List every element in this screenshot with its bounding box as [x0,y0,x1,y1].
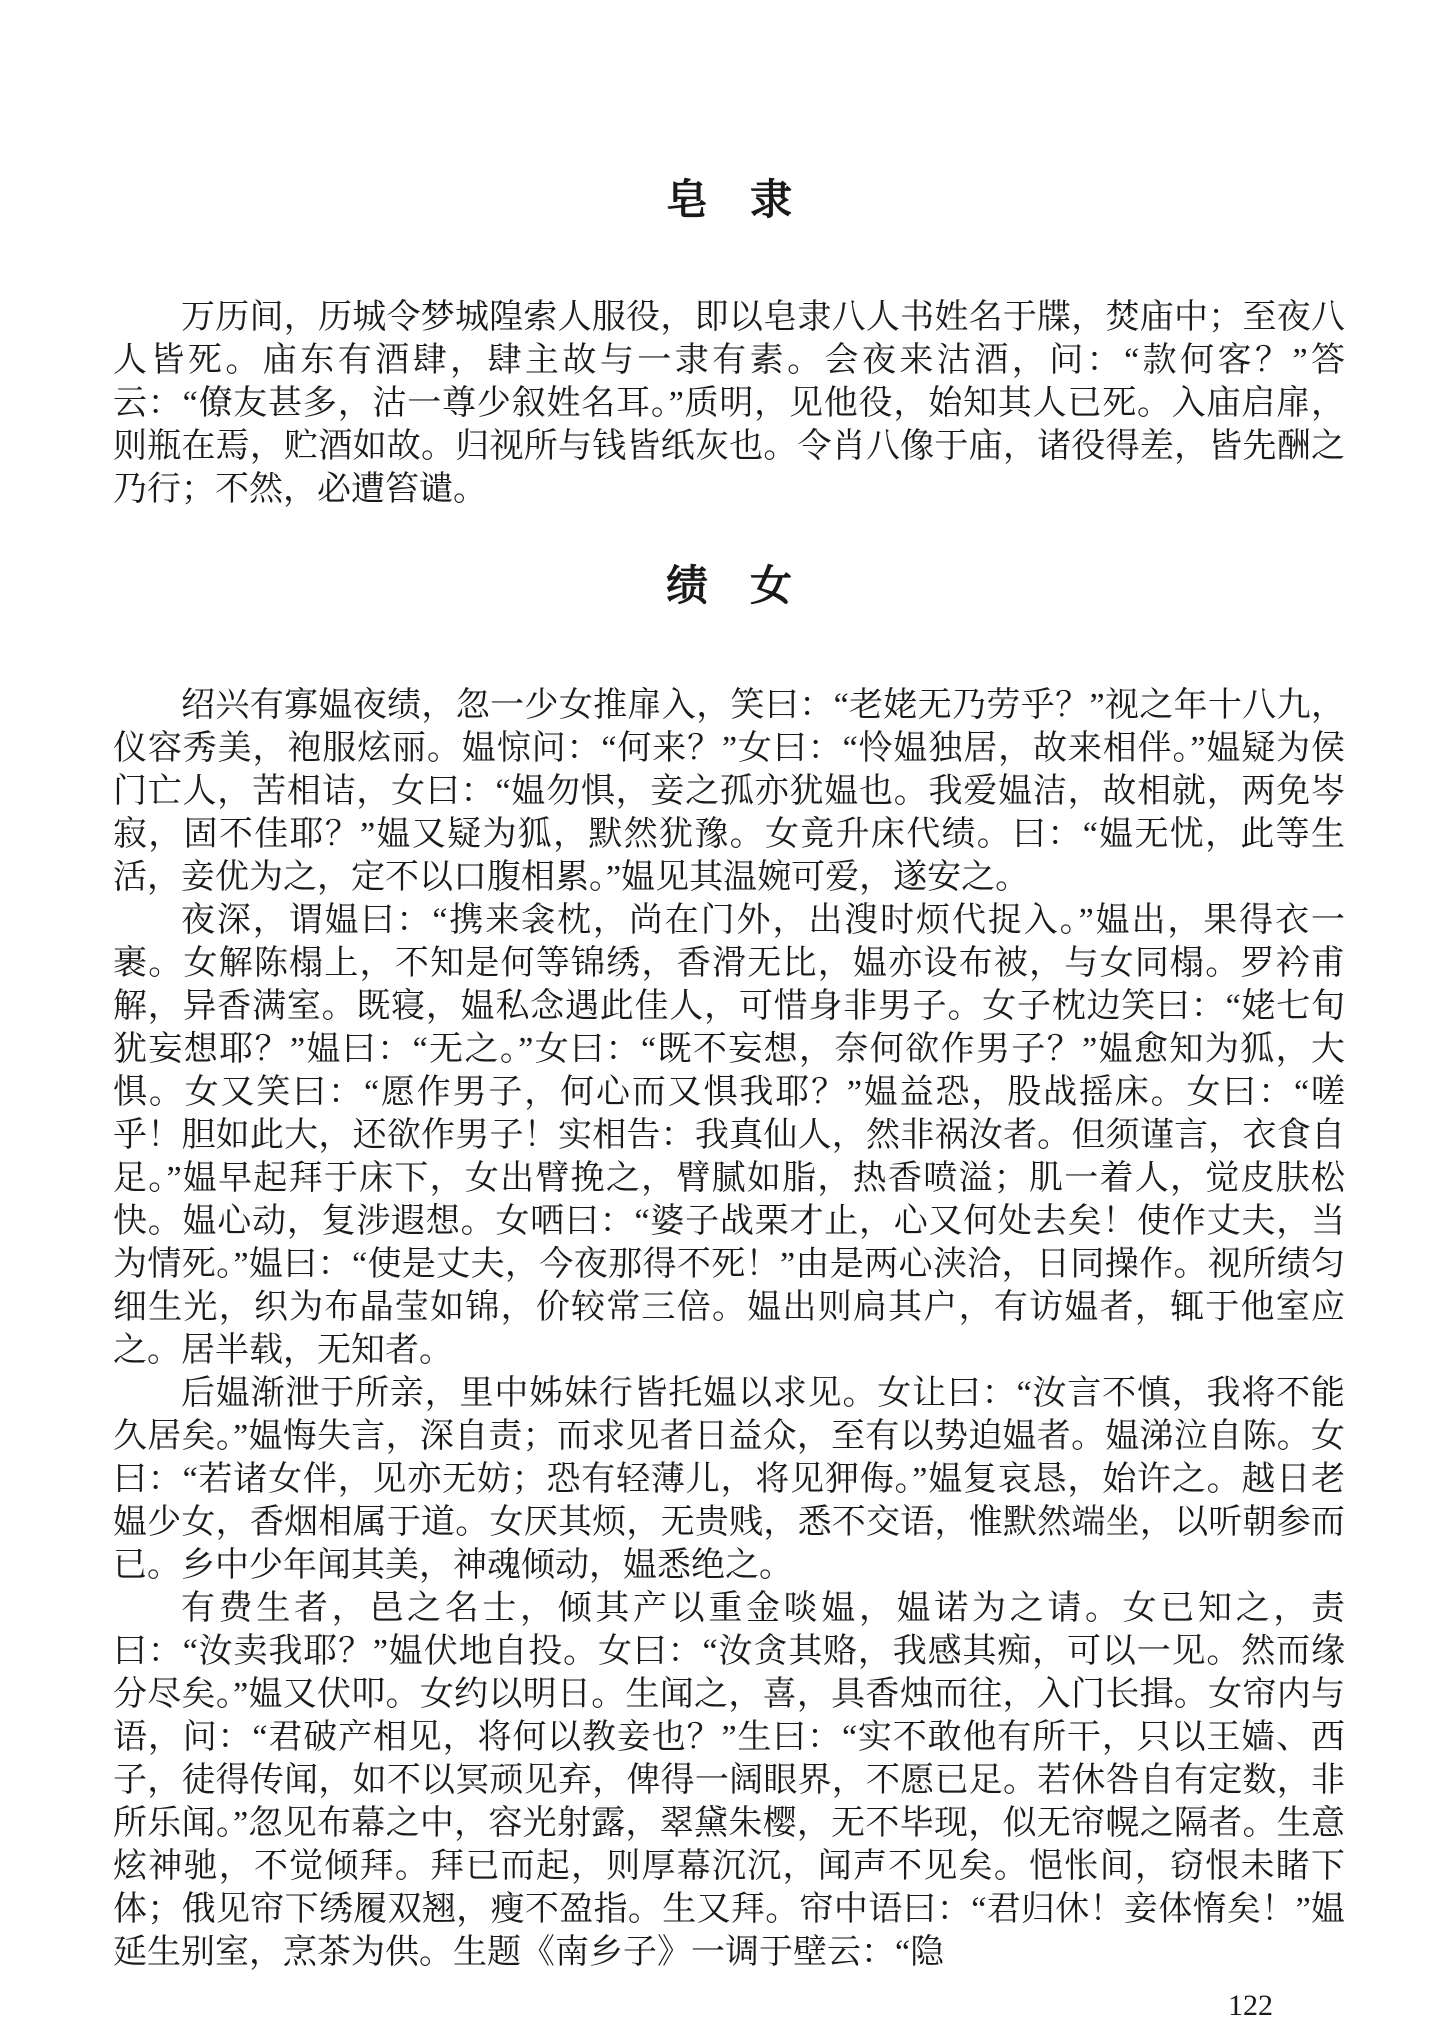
story-title-ji-nv: 绩 女 [665,564,792,610]
story-body-zao-li [113,296,1345,511]
story-paragraph: 后媪渐泄于所亲，里中姊妹行皆托媪以求见。女让曰：“汝言不慎，我将不能久居矣。”媪悔失言，深自责；而求见者日益众，至有以势迫媪者。媪涕泣自陈。女曰：“若诸女伴，见亦无妨；恐有轻薄儿，将见狎侮。”媪复哀恳，始许之。越日老媪少女，香烟相属于道。女厌其烦，无贵贱，悉不交语，惟默然端坐，以听朝参而已。乡中少年闻其美，神魂倾动，媪悉绝之。 [113,1375,1345,1584]
story-paragraph: 有费生者，邑之名士，倾其产以重金啖媪，媪诺为之请。女已知之，责曰：“汝卖我耶？”媪伏地自投。女曰：“汝贪其赂，我感其痴，可以一见。然而缘分尽矣。”媪又伏叩。女约以明日。生闻之，喜，具香烛而往，入门长揖。女帘内与语，问：“君破产相见，将何以教妾也？”生曰：“实不敢他有所干，只以王嫱、西子，徒得传闻，如不以冥顽见弃，俾得一阔眼界，不愿已足。若休咎自有定数，非所乐闻。”忽见布幕之中，容光射露，翠黛朱樱，无不毕现，似无帘幌之隔者。生意炫神驰，不觉倾拜。拜已而起，则厚幕沉沉，闻声不见矣。悒怅间，窃恨未睹下体；俄见帘下绣履双翘，瘦不盈指。生又拜。帘中语曰：“君归休！妾体惰矣！”媪延生别室，烹茶为供。生题《南乡子》一调于壁云：“隐 [113,1590,1345,1971]
story-body-ji-nv [113,684,1345,1974]
story-paragraph: 绍兴有寡媪夜绩，忽一少女推扉入，笑曰：“老姥无乃劳乎？”视之年十八九，仪容秀美，袍服炫丽。媪惊问：“何来？”女曰：“怜媪独居，故来相伴。”媪疑为侯门亡人，苦相诘，女曰：“媪勿惧，妾之孤亦犹媪也。我爱媪洁，故相就，两免岑寂，固不佳耶？”媪又疑为狐，默然犹豫。女竟升床代绩。曰：“媪无忧，此等生活，妾优为之，定不以口腹相累。”媪见其温婉可爱，遂安之。 [113,687,1345,896]
page-content [113,0,1345,2021]
story-title-zao-li: 皂 隶 [665,178,792,224]
story-paragraph: 万历间，历城令梦城隍索人服役，即以皂隶八人书姓名于牒，焚庙中；至夜八人皆死。庙东有酒肆，肆主故与一隶有素。会夜来沽酒，问：“款何客？”答云：“僚友甚多，沽一尊少叙姓名耳。”质明，见他役，始知其人已死。入庙启扉，则瓶在焉，贮酒如故。归视所与钱皆纸灰也。令肖八像于庙，诸役得差，皆先酬之乃行；不然，必遭笞谴。 [113,299,1345,508]
story-paragraph: 夜深，谓媪曰：“携来衾枕，尚在门外，出溲时烦代捉入。”媪出，果得衣一裹。女解陈榻上，不知是何等锦绣，香滑无比，媪亦设布被，与女同榻。罗衿甫解，异香满室。既寝，媪私念遇此佳人，可惜身非男子。女子枕边笑曰：“姥七旬犹妄想耶？”媪曰：“无之。”女曰：“既不妄想，奈何欲作男子？”媪愈知为狐，大惧。女又笑曰：“愿作男子，何心而又惧我耶？”媪益恐，股战摇床。女曰：“嗟乎！胆如此大，还欲作男子！实相告：我真仙人，然非祸汝者。但须谨言，衣食自足。”媪早起拜于床下，女出臂挽之，臂腻如脂，热香喷溢；肌一着人，觉皮肤松快。媪心动，复涉遐想。女哂曰：“婆子战栗才止，心又何处去矣！使作丈夫，当为情死。”媪曰：“使是丈夫，今夜那得不死！”由是两心浃洽，日同操作。视所绩匀细生光，织为布晶莹如锦，价较常三倍。媪出则扃其户，有访媪者，辄于他室应之。居半载，无知者。 [113,902,1345,1369]
page-number: 122 [1228,1989,1273,2022]
